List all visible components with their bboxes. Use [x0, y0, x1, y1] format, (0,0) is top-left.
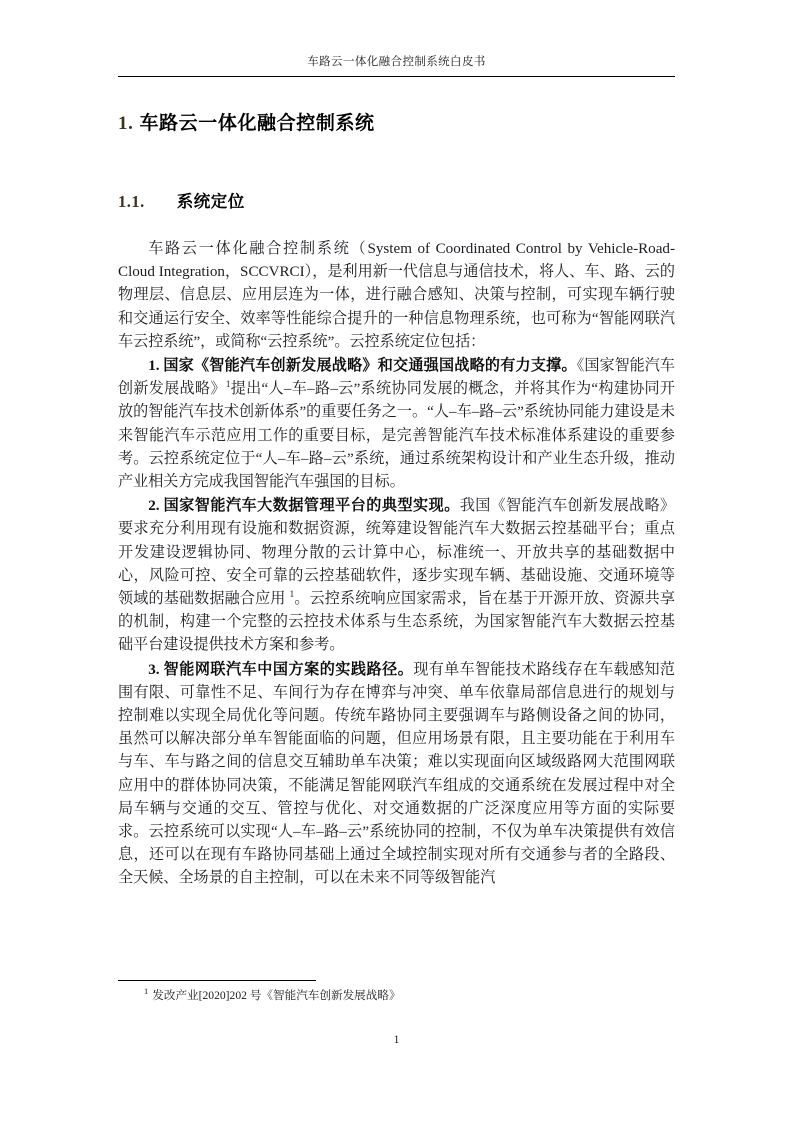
list-item-lead-2: 国家智能汽车大数据管理平台的典型实现。	[163, 497, 460, 515]
section-heading-1-1	[118, 135, 675, 212]
list-item-lead-3: 智能网联汽车中国方案的实践路径。	[163, 660, 414, 678]
footnote-entry	[118, 987, 675, 1004]
list-item-lead-1: 国家《智能汽车创新发展战略》和交通强国战略的有力支撑。	[163, 357, 577, 375]
content-column	[118, 92, 675, 891]
body-text-block	[118, 212, 675, 891]
section-heading-1-title: 车路云一体化融合控制系统	[139, 113, 375, 134]
list-item-paragraph-1	[118, 354, 675, 494]
list-item-number-2: 2.	[148, 498, 160, 515]
footnote-area	[118, 980, 675, 1004]
list-item-text-2a: 我国《智能汽车创新发展战略》要求充分利用现有设施和数据资源，统筹建设智能汽车大数据云控基础平台；重点开发建设逻辑协同、物理分散的云计算中心，标准统一、开放共享的基础数据中心，风险可控、安全可靠的云控基础软件，逐步实现车辆、基础设施、交通环境等领域的基础数据融合应用	[118, 498, 675, 608]
list-item-paragraph-2	[118, 494, 675, 657]
footnote-separator-rule	[118, 980, 316, 981]
list-item-text-3a: 现有单车智能技术路线存在车载感知范围有限、可靠性不足、车间行为存在博弈与冲突、单车依靠局部信息进行的规划与控制难以实现全局优化等问题。传统车路协同主要强调车与路侧设备之间的协同，虽然可以解决部分单车智能面临的问题，但应用场景有限，且主要功能在于利用车与车、车与路之间的信息交互辅助单车决策；难以实现面向区域级路网大范围网联应用中的群体协同决策，不能满足智能网联汽车组成的交通系统在发展过程中对全局车辆与交通的交互、管控与优化、对交通数据的广泛深度应用等方面的实际要求。云控系统可以实现“人–车–路–云”系统协同的控制，不仅为单车决策提供有效信息，还可以在现有车路协同基础上通过全域控制实现对所有交通参与者的全路段、全天候、全场景的自主控制，可以在未来不同等级智能汽	[118, 661, 675, 887]
list-item-number-1: 1.	[148, 358, 160, 375]
section-heading-1-number: 1.	[118, 113, 134, 134]
intro-paragraph: 车路云一体化融合控制系统（System of Coordinated Control by Vehicle-Road-Cloud Integration，SCCVRCI），是利用新一代信息与通信技术，将人、车、路、云的物理层、信息层、应用层连为一体，进行融合感知、决策与控制，可实现车辆行驶和交通运行安全、效率等性能综合提升的一种信息物理系统，也可称为“智能网联汽车云控系统”，或简称“云控系统”。云控系统定位包括：	[118, 241, 675, 350]
section-heading-1-1-title: 系统定位	[176, 193, 245, 211]
footnote-reference-1[interactable]: 1	[225, 380, 231, 391]
footnote-reference-2[interactable]: 1	[289, 590, 295, 601]
section-heading-1	[118, 92, 675, 135]
footnote-entry-marker: 1	[144, 986, 149, 997]
list-item-text-2b: 。云控系统响应国家需求，旨在基于开源开放、资源共享的机制，构建一个完整的云控技术体系与生态系统，为国家智能汽车大数据云控基础平台建设提供技术方案和参考。	[118, 591, 675, 654]
page-number: 1	[393, 1034, 400, 1046]
page-header	[0, 0, 793, 77]
footnote-entry-text: 发改产业[2020]202 号《智能汽车创新发展战略》	[152, 989, 401, 1002]
running-header-title: 车路云一体化融合控制系统白皮书	[307, 56, 486, 68]
list-item-text-1b: 提出“人–车–路–云”系统协同发展的概念，并将其作为“构建协同开放的智能汽车技术创新体系”的重要任务之一。“人–车–路–云”系统协同能力建设是未来智能汽车示范应用工作的重要目标，是完善智能汽车技术标准体系建设的重要参考。云控系统定位于“人–车–路–云”系统，通过系统架构设计和产业生态升级，推动产业相关方完成我国智能汽车强国的目标。	[118, 381, 675, 491]
list-item-paragraph-3	[118, 658, 675, 891]
list-item-text-1a: 《国家智能汽车创新发展战略》	[118, 358, 676, 398]
list-item-number-3: 3.	[148, 661, 160, 678]
header-divider-rule	[118, 76, 675, 77]
section-heading-1-1-number: 1.1.	[118, 192, 145, 211]
